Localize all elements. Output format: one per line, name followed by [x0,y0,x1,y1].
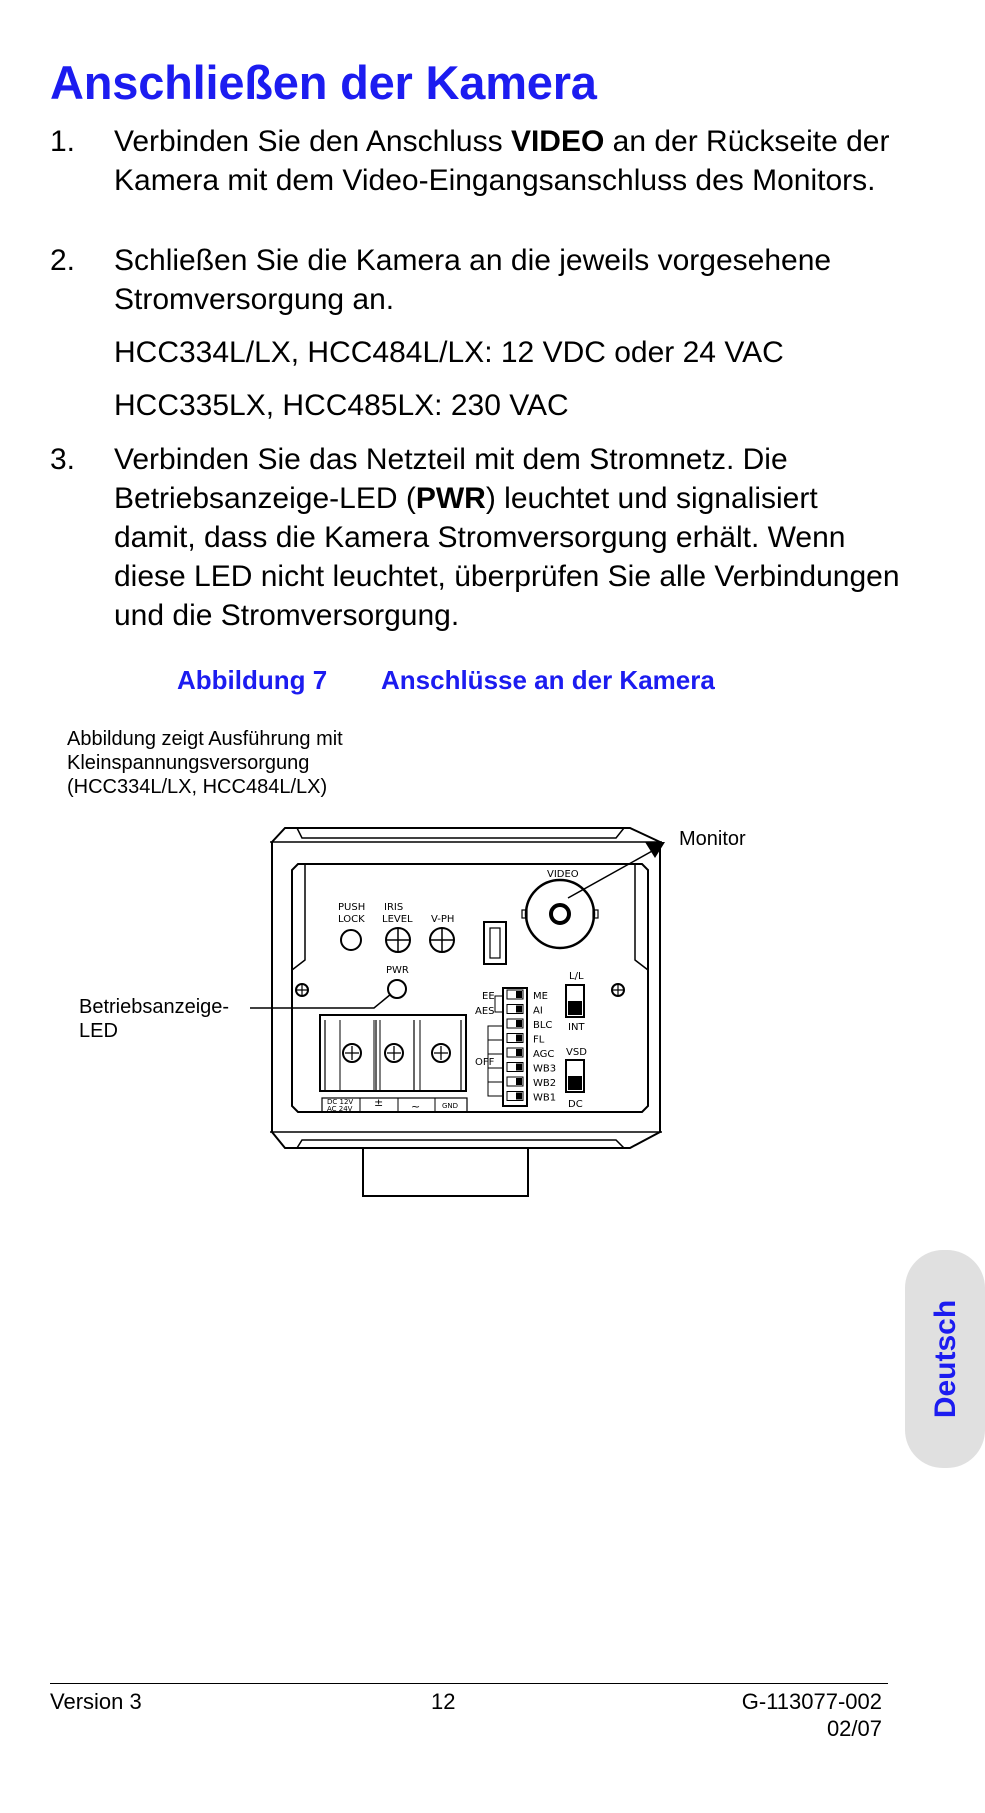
figure-number: Abbildung 7 [177,665,328,695]
step-number: 2. [50,244,76,277]
step-number: 3. [50,443,76,476]
dip-switch-knob [516,991,522,998]
label-int: INT [568,1022,585,1033]
dip-switch-knob [516,1078,522,1085]
label-push: PUSH [338,902,366,913]
callout-monitor: Monitor [679,828,746,850]
label-v-ph: V-PH [431,914,455,925]
footer-rule [50,1683,888,1684]
step-text-bold: VIDEO [510,125,605,158]
dip-switch-knob [516,1006,522,1013]
figure-note: Abbildung zeigt Ausführung mit Kleinspannungsversorgung (HCC334L/LX, HCC484L/LX) [67,728,343,798]
dip-label: ME [533,991,548,1002]
power-spec-mains: HCC335LX, HCC485LX: 230 VAC [114,389,569,422]
label-ee: EE [482,991,495,1002]
ac-symbol-icon: ~ [411,1100,421,1113]
video-bnc-connector [526,880,594,948]
footer-doc-id: G-113077-002 [741,1689,882,1714]
label-pwr: PWR [386,965,409,976]
push-lock-button [341,930,361,950]
step-text: Schließen Sie die Kamera an die jeweils vorgesehene Stromversorgung an. [114,244,832,316]
dip-label: WB1 [533,1092,557,1104]
figure-caption: Anschlüsse an der Kamera [381,665,715,695]
label-lock: LOCK [338,914,365,925]
dip-switch-knob [516,1064,522,1071]
power-spec-low-voltage: HCC334L/LX, HCC484L/LX: 12 VDC oder 24 VAC [114,336,784,369]
label-vsd: VSD [566,1047,587,1058]
label-off: OFF [475,1057,495,1068]
dip-label: AGC [533,1049,555,1060]
step-text-pre: Verbinden Sie das Netzteil mit dem Stromnetz. Die Betriebsanzeige-LED ( [114,443,788,515]
step-text-post: ) leuchtet und signalisiert damit, dass die Kamera Stromversorgung erhält. Wenn diese LED nicht leuchtet, überprüfen Sie alle Verbindungen und die Stromversorgung. [114,482,900,632]
dip-switch-toggles [507,990,523,1101]
label-terminal-dc: DC 12V [327,1098,354,1106]
dip-label: WB2 [533,1078,557,1089]
label-video: VIDEO [547,869,579,880]
dip-switch-knob [516,1093,522,1100]
step-text-post: an der Rückseite der Kamera mit dem Video-Eingangsanschluss des Monitors. [114,125,890,197]
language-side-tab-label: Deutsch [929,1299,962,1419]
step-number: 1. [50,125,76,158]
label-terminal-ac: AC 24V [327,1105,353,1113]
power-led [388,980,406,998]
dip-label: WB3 [533,1063,557,1075]
dip-switch-knob [516,1020,522,1027]
label-line-lock: L/L [569,971,584,982]
footer-date: 02/07 [826,1716,882,1741]
step-text-bold: PWR [415,482,486,515]
label-aes: AES [475,1006,495,1017]
dip-switch-knob [516,1035,522,1042]
dip-label: BLC [533,1020,553,1031]
label-level: LEVEL [382,914,413,925]
camera-foot [363,1148,528,1196]
callout-line-monitor [568,850,654,898]
label-iris: IRIS [384,902,404,913]
label-dc: DC [568,1099,583,1110]
dip-switch-knob [516,1049,522,1056]
step-text-pre: Verbinden Sie den Anschluss [114,125,511,158]
callout-power-led: Betriebsanzeige-LED [79,996,230,1042]
footer-page-number: 12 [431,1689,456,1714]
dc-polarity-icon: ± [374,1096,384,1109]
dip-label: FL [533,1034,545,1046]
monitor-arrow-icon [645,842,665,858]
footer-version: Version 3 [50,1689,142,1714]
label-terminal-gnd: GND [442,1102,459,1110]
dip-label: AI [533,1005,543,1017]
page-title: Anschließen der Kamera [50,56,597,109]
